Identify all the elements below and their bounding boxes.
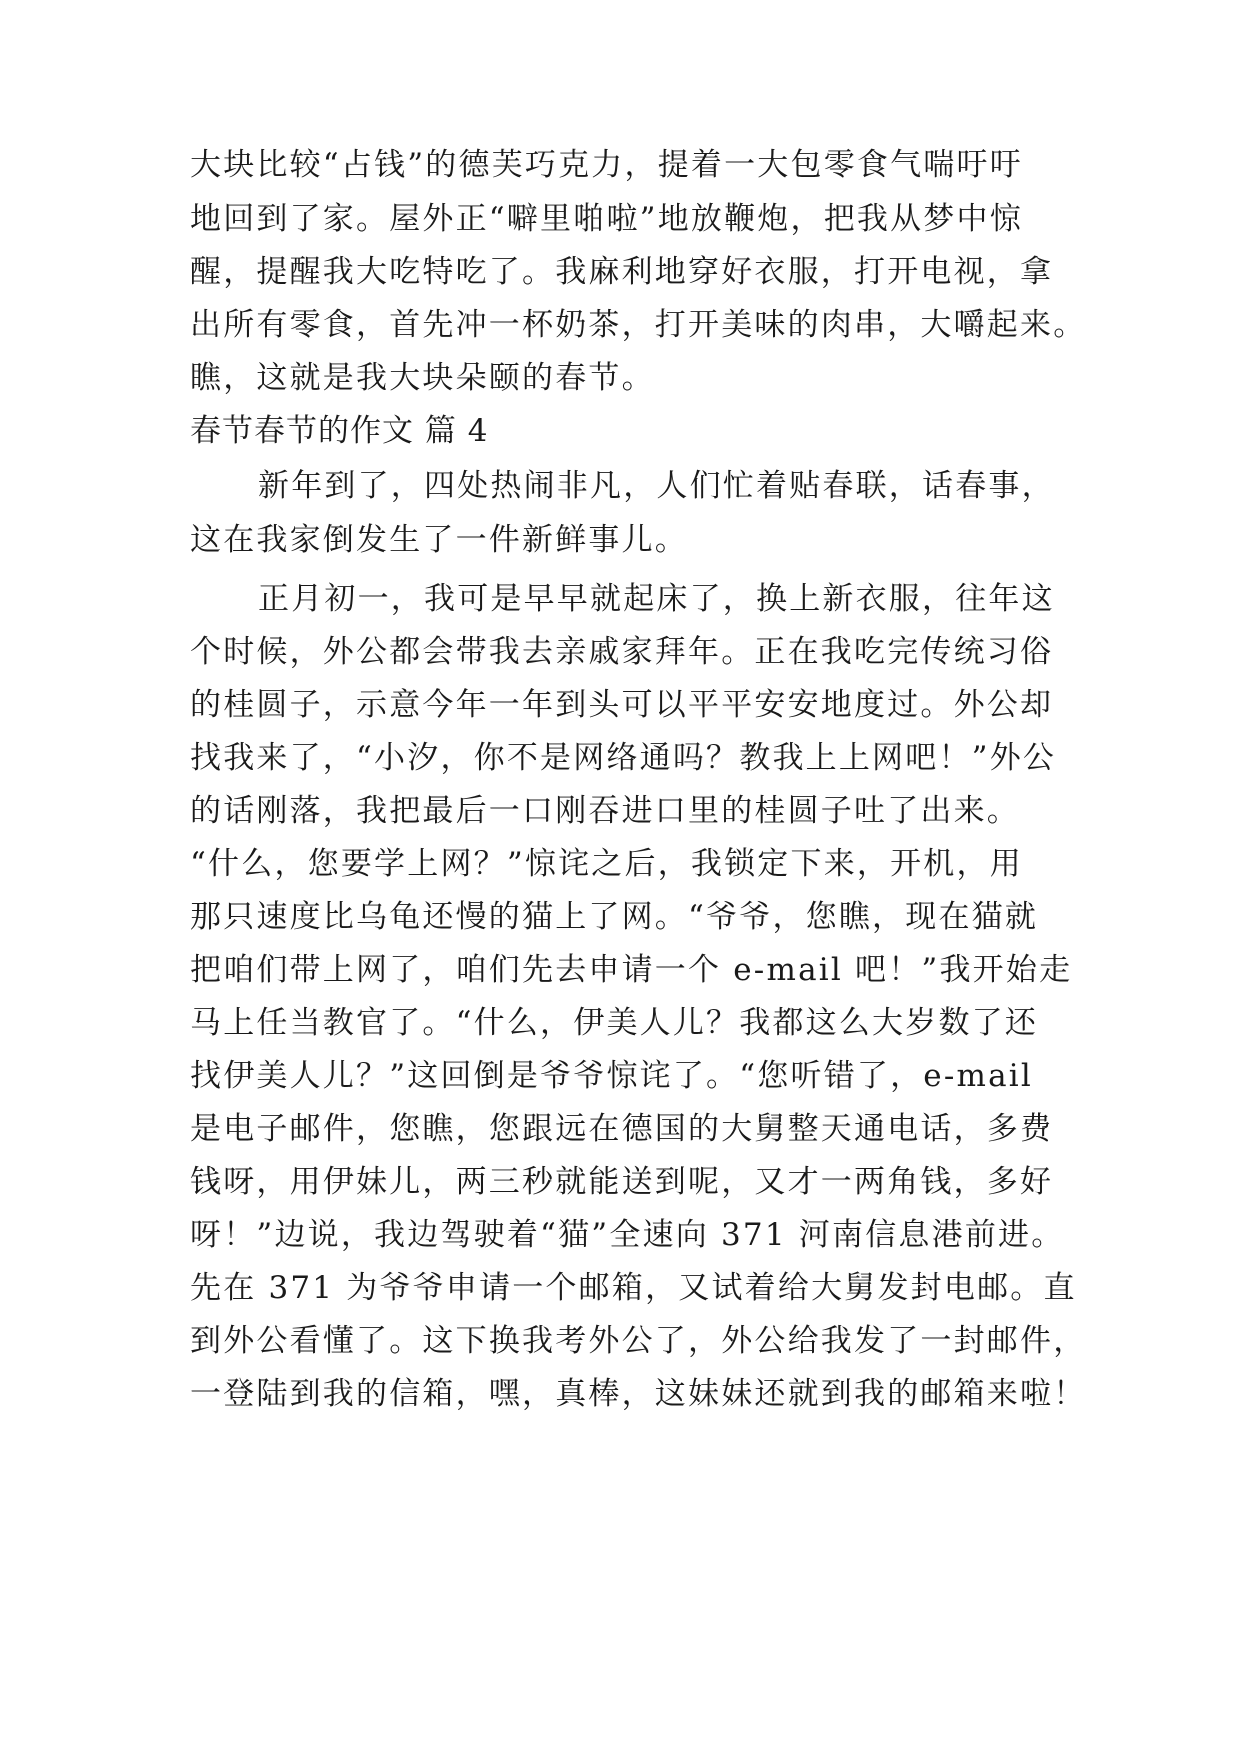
text-line: 呀！”边说，我边驾驶着“猫”全速向 371 河南信息港前进。 — [190, 1217, 1065, 1253]
text-line: 找我来了，“小汐，你不是网络通吗？教我上上网吧！”外公 — [190, 740, 1057, 776]
text-line: 找伊美人儿？”这回倒是爷爷惊诧了。“您听错了，e-mail — [190, 1058, 1034, 1094]
text-line: 先在 371 为爷爷申请一个邮箱，又试着给大舅发封电邮。直 — [190, 1270, 1077, 1306]
text-line: 钱呀，用伊妹儿，两三秒就能送到呢，又才一两角钱，多好 — [190, 1164, 1054, 1200]
paragraph-first-line: 正月初一，我可是早早就起床了，换上新衣服，往年这 — [258, 581, 1055, 617]
text-line: 是电子邮件，您瞧，您跟远在德国的大舅整天通电话，多费 — [190, 1111, 1054, 1147]
text-line: 出所有零食，首先冲一杯奶茶，打开美味的肉串，大嚼起来。 — [190, 307, 1087, 343]
text-line: 到外公看懂了。这下换我考外公了，外公给我发了一封邮件， — [190, 1323, 1087, 1359]
text-line: 这在我家倒发生了一件新鲜事儿。 — [190, 522, 688, 558]
text-line: 个时候，外公都会带我去亲戚家拜年。正在我吃完传统习俗 — [190, 634, 1054, 670]
text-line: 的桂圆子，示意今年一年到头可以平平安安地度过。外公却 — [190, 687, 1054, 723]
text-line: 地回到了家。屋外正“噼里啪啦”地放鞭炮，把我从梦中惊 — [190, 201, 1023, 237]
text-line: 把咱们带上网了，咱们先去申请一个 e-mail 吧！”我开始走 — [190, 952, 1073, 988]
section-heading: 春节春节的作文 篇 4 — [190, 413, 489, 449]
text-line: 的话刚落，我把最后一口刚吞进口里的桂圆子吐了出来。 — [190, 793, 1020, 829]
text-line: 一登陆到我的信箱，嘿，真棒，这妹妹还就到我的邮箱来啦！ — [190, 1376, 1087, 1412]
text-line: “什么，您要学上网？”惊诧之后，我锁定下来，开机，用 — [190, 846, 1023, 882]
paragraph-first-line: 新年到了，四处热闹非凡，人们忙着贴春联，话春事， — [258, 468, 1055, 504]
text-line: 瞧，这就是我大块朵颐的春节。 — [190, 360, 655, 396]
text-line: 那只速度比乌龟还慢的猫上了网。“爷爷，您瞧，现在猫就 — [190, 899, 1039, 935]
text-line: 醒，提醒我大吃特吃了。我麻利地穿好衣服，打开电视，拿 — [190, 254, 1054, 290]
text-line: 马上任当教官了。“什么，伊美人儿？我都这么大岁数了还 — [190, 1005, 1039, 1041]
text-line: 大块比较“占钱”的德芙巧克力，提着一大包零食气喘吁吁 — [190, 147, 1023, 183]
